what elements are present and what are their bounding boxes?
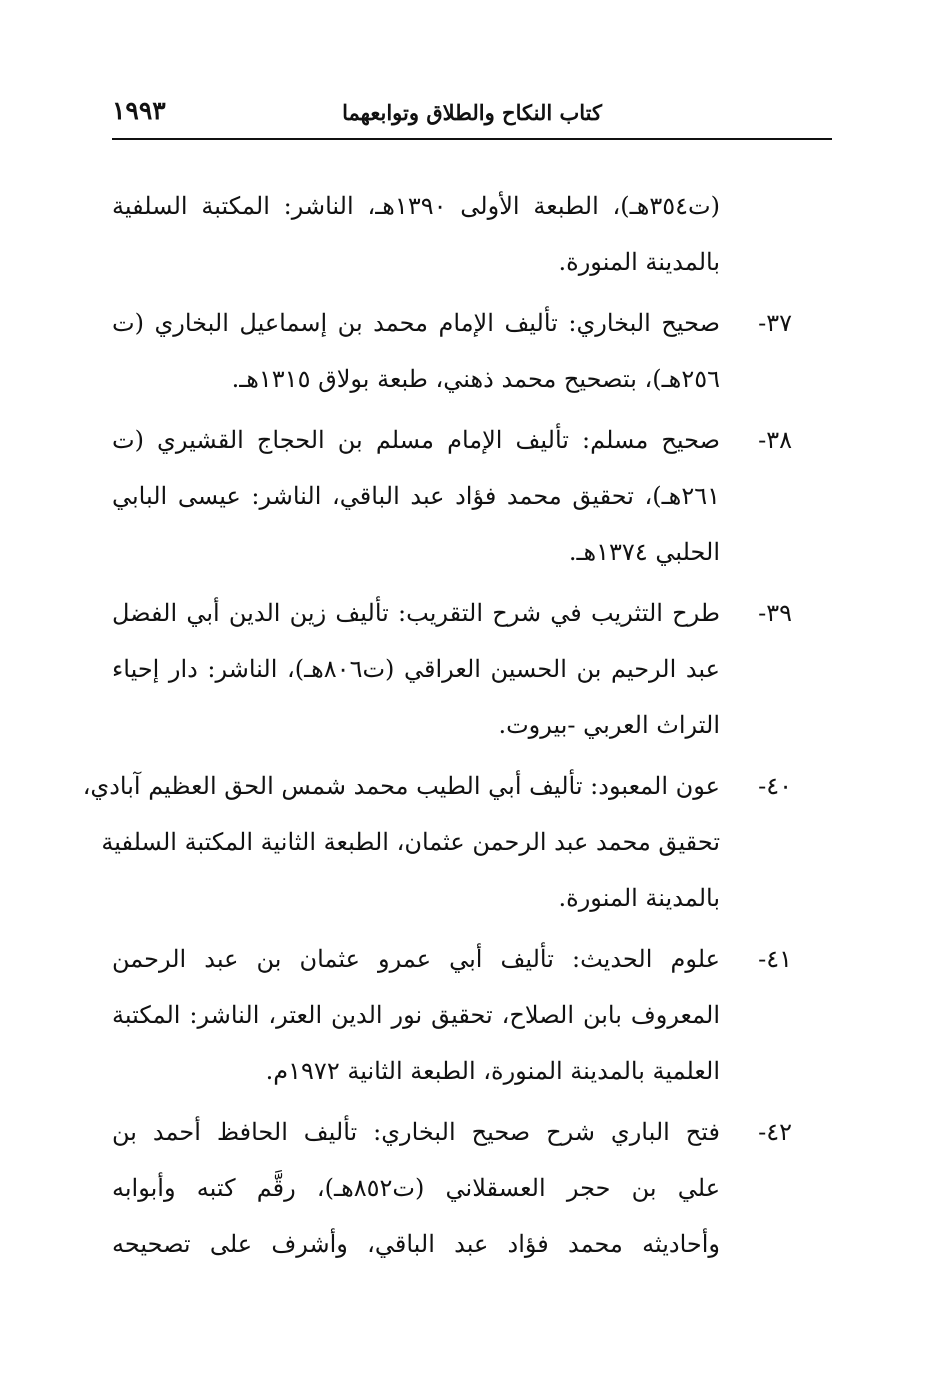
entry-continuation [112, 697, 792, 753]
entry-continuation [112, 1160, 792, 1216]
bibliography-entry-41 [112, 931, 792, 987]
entry-continuation [112, 870, 792, 926]
entry-line: صحيح مسلم: تأليف الإمام مسلم بن الحجاج القشيري (ت [112, 426, 720, 454]
entry-line: الحلبي ١٣٧٤هـ. [568, 538, 720, 566]
bibliography-entry-40 [82, 758, 792, 814]
entry-number: ٣٧- [758, 309, 792, 337]
line-text: بالمدينة المنورة. [558, 248, 720, 276]
entry-line: تحقيق محمد عبد الرحمن عثمان، الطبعة الثانية المكتبة السلفية [101, 828, 720, 856]
entry-number: ٤٢- [758, 1118, 792, 1146]
entry-number: ٣٨- [758, 426, 792, 454]
header-rule [112, 138, 832, 140]
entry-line: عبد الرحيم بن الحسين العراقي (ت٨٠٦هـ)، الناشر: دار إحياء [112, 655, 720, 683]
entry-continuation [101, 814, 792, 870]
bibliography-list [82, 178, 792, 1272]
bibliography-entry-42 [112, 1104, 792, 1160]
page-number: ١٩٩٣ [112, 96, 166, 125]
entry-line: وأحاديثه محمد فؤاد عبد الباقي، وأشرف على تصحيحه [112, 1230, 720, 1258]
line-text: (ت٣٥٤هـ)، الطبعة الأولى ١٣٩٠هـ، الناشر: المكتبة السلفية [112, 192, 720, 220]
entry-line: ٢٥٦هـ)، بتصحيح محمد ذهني، طبعة بولاق ١٣١٥هـ. [231, 365, 720, 393]
entry-line: ٢٦١هـ)، تحقيق محمد فؤاد عبد الباقي، الناشر: عيسى البابي [112, 482, 720, 510]
entry-line: فتح الباري شرح صحيح البخاري: تأليف الحافظ أحمد بن [112, 1118, 720, 1146]
entry-line: بالمدينة المنورة. [558, 884, 720, 912]
entry-line: علي بن حجر العسقلاني (ت٨٥٢هـ)، رقَّم كتبه وأبوابه [112, 1174, 721, 1202]
entry-continuation [112, 524, 792, 580]
entry-continuation [112, 1043, 792, 1099]
entry-number: ٣٩- [758, 599, 792, 627]
entry-line: طرح التثريب في شرح التقريب: تأليف زين الدين أبي الفضل [112, 599, 721, 627]
bibliography-entry-38 [112, 412, 792, 468]
entry-line: عون المعبود: تأليف أبي الطيب محمد شمس الحق العظيم آبادي، [82, 772, 720, 800]
entry-line: صحيح البخاري: تأليف الإمام محمد بن إسماعيل البخاري (ت [112, 309, 720, 337]
entry-line: المعروف بابن الصلاح، تحقيق نور الدين العتر، الناشر: المكتبة [112, 1001, 720, 1029]
bibliography-entry-37 [112, 295, 792, 351]
entry-continuation [112, 468, 792, 524]
entry-line: علوم الحديث: تأليف أبي عمرو عثمان بن عبد الرحمن [112, 945, 720, 973]
entry-continuation [112, 1216, 792, 1272]
entry-continuation [112, 641, 792, 697]
entry-line: العلمية بالمدينة المنورة، الطبعة الثانية ١٩٧٢م. [265, 1057, 720, 1085]
running-title: كتاب النكاح والطلاق وتوابعهما [342, 100, 602, 125]
continuation-line [112, 178, 792, 234]
entry-number: ٤٠- [758, 772, 792, 800]
entry-continuation [112, 987, 792, 1043]
entry-number: ٤١- [758, 945, 792, 973]
entry-line: التراث العربي -بيروت. [498, 711, 720, 739]
running-header [112, 96, 832, 136]
entry-continuation [112, 351, 792, 407]
continuation-line [112, 234, 792, 290]
bibliography-entry-39 [112, 585, 792, 641]
